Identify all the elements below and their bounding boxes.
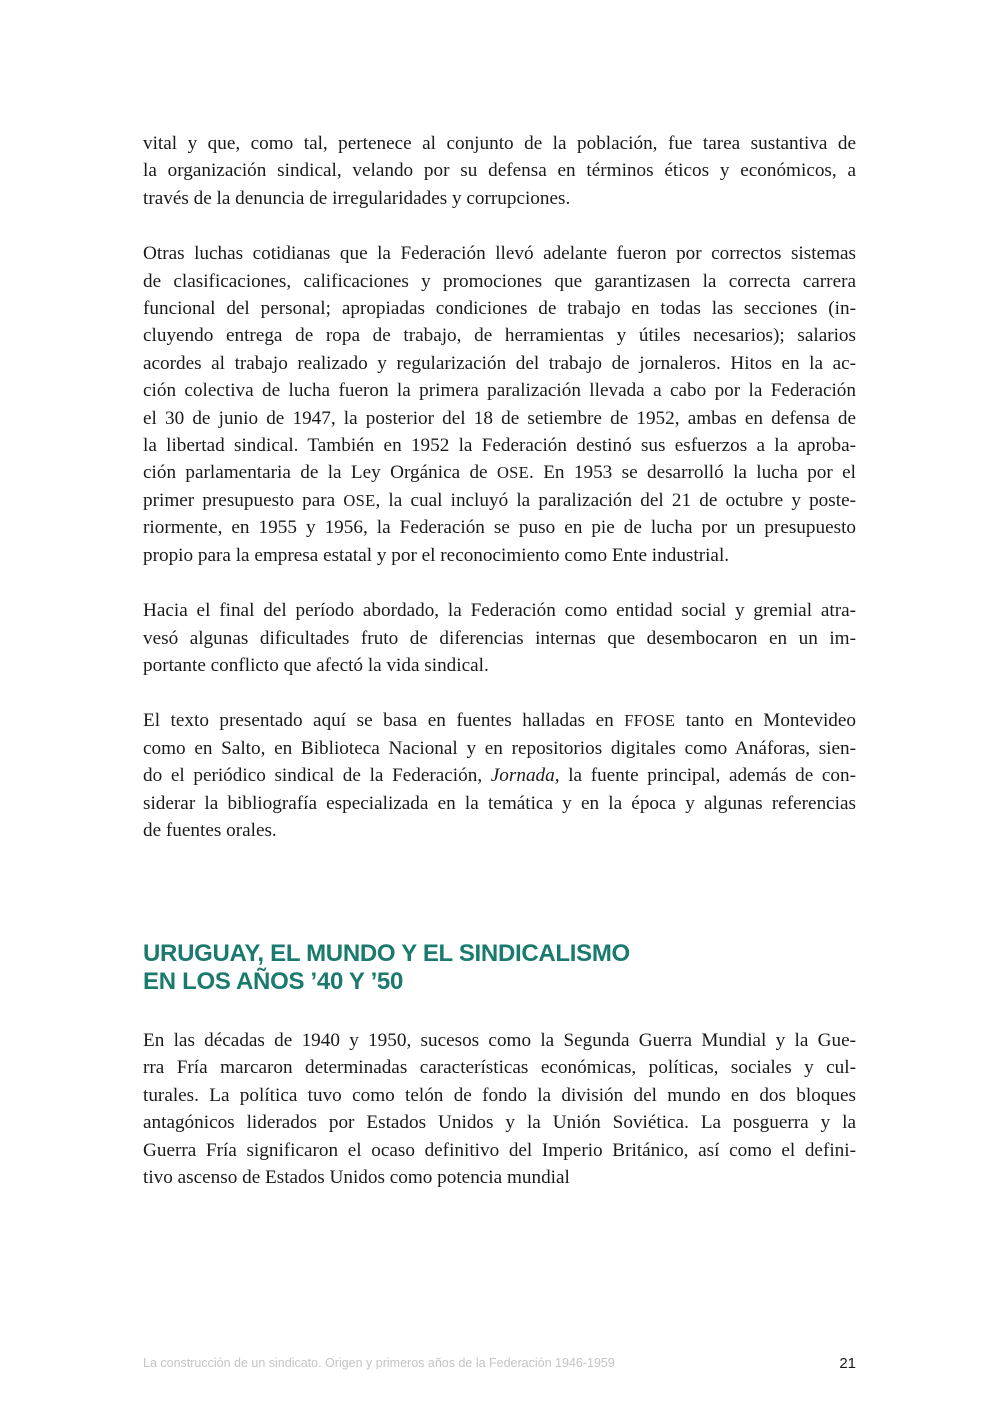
paragraph-3 xyxy=(143,597,856,679)
text-line: través de la denuncia de irregularidades y corrupciones. xyxy=(143,187,571,209)
text-line: como en Salto, en Biblioteca Nacional y en repositorios digitales como Anáforas, sien- xyxy=(143,737,856,759)
section-body xyxy=(143,1027,856,1191)
acronym: OSE xyxy=(496,463,530,483)
acronym: OSE xyxy=(343,490,376,510)
text-line: de fuentes orales. xyxy=(143,819,277,841)
text-line: En las décadas de 1940 y 1950, sucesos como la Segunda Guerra Mundial y la Gue- xyxy=(143,1030,856,1051)
text-line: Guerra Fría significaron el ocaso definitivo del Imperio Británico, así como el defini- xyxy=(143,1139,856,1161)
periodical-title: Jornada, xyxy=(490,765,560,787)
text-line: tivo ascenso de Estados Unidos como potencia mundial xyxy=(143,1167,570,1189)
text-line: Otras luchas cotidianas que la Federación llevó adelante fueron por correctos sistemas xyxy=(143,243,856,265)
text-segment: ción parlamentaria de la Ley Orgánica de xyxy=(143,462,497,484)
paragraph-2 xyxy=(143,240,856,569)
text-segment: do el periódico sindical de la Federación, xyxy=(143,765,491,787)
paragraph-5 xyxy=(143,1027,856,1191)
text-line: funcional del personal; apropiadas condiciones de trabajo en todas las secciones (in- xyxy=(143,298,856,320)
text-line: de clasificaciones, calificaciones y promociones que garantizasen la correcta carrera xyxy=(143,270,856,292)
section-heading-line: URUGUAY, EL MUNDO Y EL SINDICALISMO xyxy=(143,940,630,967)
text-line: Hacia el final del período abordado, la Federación como entidad social y gremial atra- xyxy=(143,600,856,622)
section-heading-line: EN LOS AÑOS ’40 Y ’50 xyxy=(143,968,404,995)
text-segment: . En 1953 se desarrolló la lucha por el xyxy=(529,462,856,484)
text-line xyxy=(143,487,856,514)
text-line: portante conflicto que afectó la vida sindical. xyxy=(143,654,489,676)
text-line xyxy=(143,459,856,486)
acronym: FFOSE xyxy=(624,711,676,731)
text-line xyxy=(143,762,856,789)
text-segment: tanto en Montevideo xyxy=(675,710,856,732)
text-line: propio para la empresa estatal y por el reconocimiento como Ente industrial. xyxy=(143,544,730,566)
text-line: antagónicos liderados por Estados Unidos y la Unión Soviética. La posguerra y la xyxy=(143,1112,856,1134)
text-segment: El texto presentado aquí se basa en fuentes halladas en xyxy=(143,710,625,732)
paragraph-1 xyxy=(143,130,856,212)
text-line: el 30 de junio de 1947, la posterior del 18 de setiembre de 1952, ambas en defensa de xyxy=(143,407,856,429)
text-line: la organización sindical, velando por su defensa en términos éticos y económicos, a xyxy=(143,160,856,182)
section-heading xyxy=(143,940,856,996)
text-line: siderar la bibliografía especializada en la temática y en la época y algunas referencias xyxy=(143,792,856,814)
text-segment: , la cual incluyó la paralización del 21 de octubre y poste- xyxy=(375,489,856,511)
text-line xyxy=(143,707,856,734)
text-line: la libertad sindical. También en 1952 la Federación destinó sus esfuerzos a la aproba- xyxy=(143,435,856,457)
text-line: vesó algunas dificultades fruto de diferencias internas que desembocaron en un im- xyxy=(143,627,856,649)
text-line: vital y que, como tal, pertenece al conjunto de la población, fue tarea sustantiva de xyxy=(143,133,856,154)
text-line: cluyendo entrega de ropa de trabajo, de herramientas y útiles necesarios); salarios xyxy=(143,325,856,347)
body-text xyxy=(143,130,856,844)
text-line: acordes al trabajo realizado y regularización del trabajo de jornaleros. Hitos en la ac- xyxy=(143,352,856,374)
paragraph-4 xyxy=(143,707,856,844)
text-segment: primer presupuesto para xyxy=(143,489,344,511)
page-footer xyxy=(143,1355,856,1375)
text-line: rra Fría marcaron determinadas características económicas, políticas, sociales y cul- xyxy=(143,1057,856,1079)
text-line: turales. La política tuvo como telón de fondo la división del mundo en dos bloques xyxy=(143,1084,856,1106)
running-footer: La construcción de un sindicato. Origen y primeros años de la Federación 1946-1959 xyxy=(143,1356,615,1370)
text-line: ción colectiva de lucha fueron la primera paralización llevada a cabo por la Federación xyxy=(143,380,856,402)
page-number: 21 xyxy=(839,1355,856,1372)
text-segment: la fuente principal, además de con- xyxy=(559,765,856,787)
text-line: riormente, en 1955 y 1956, la Federación se puso en pie de lucha por un presupuesto xyxy=(143,517,856,539)
